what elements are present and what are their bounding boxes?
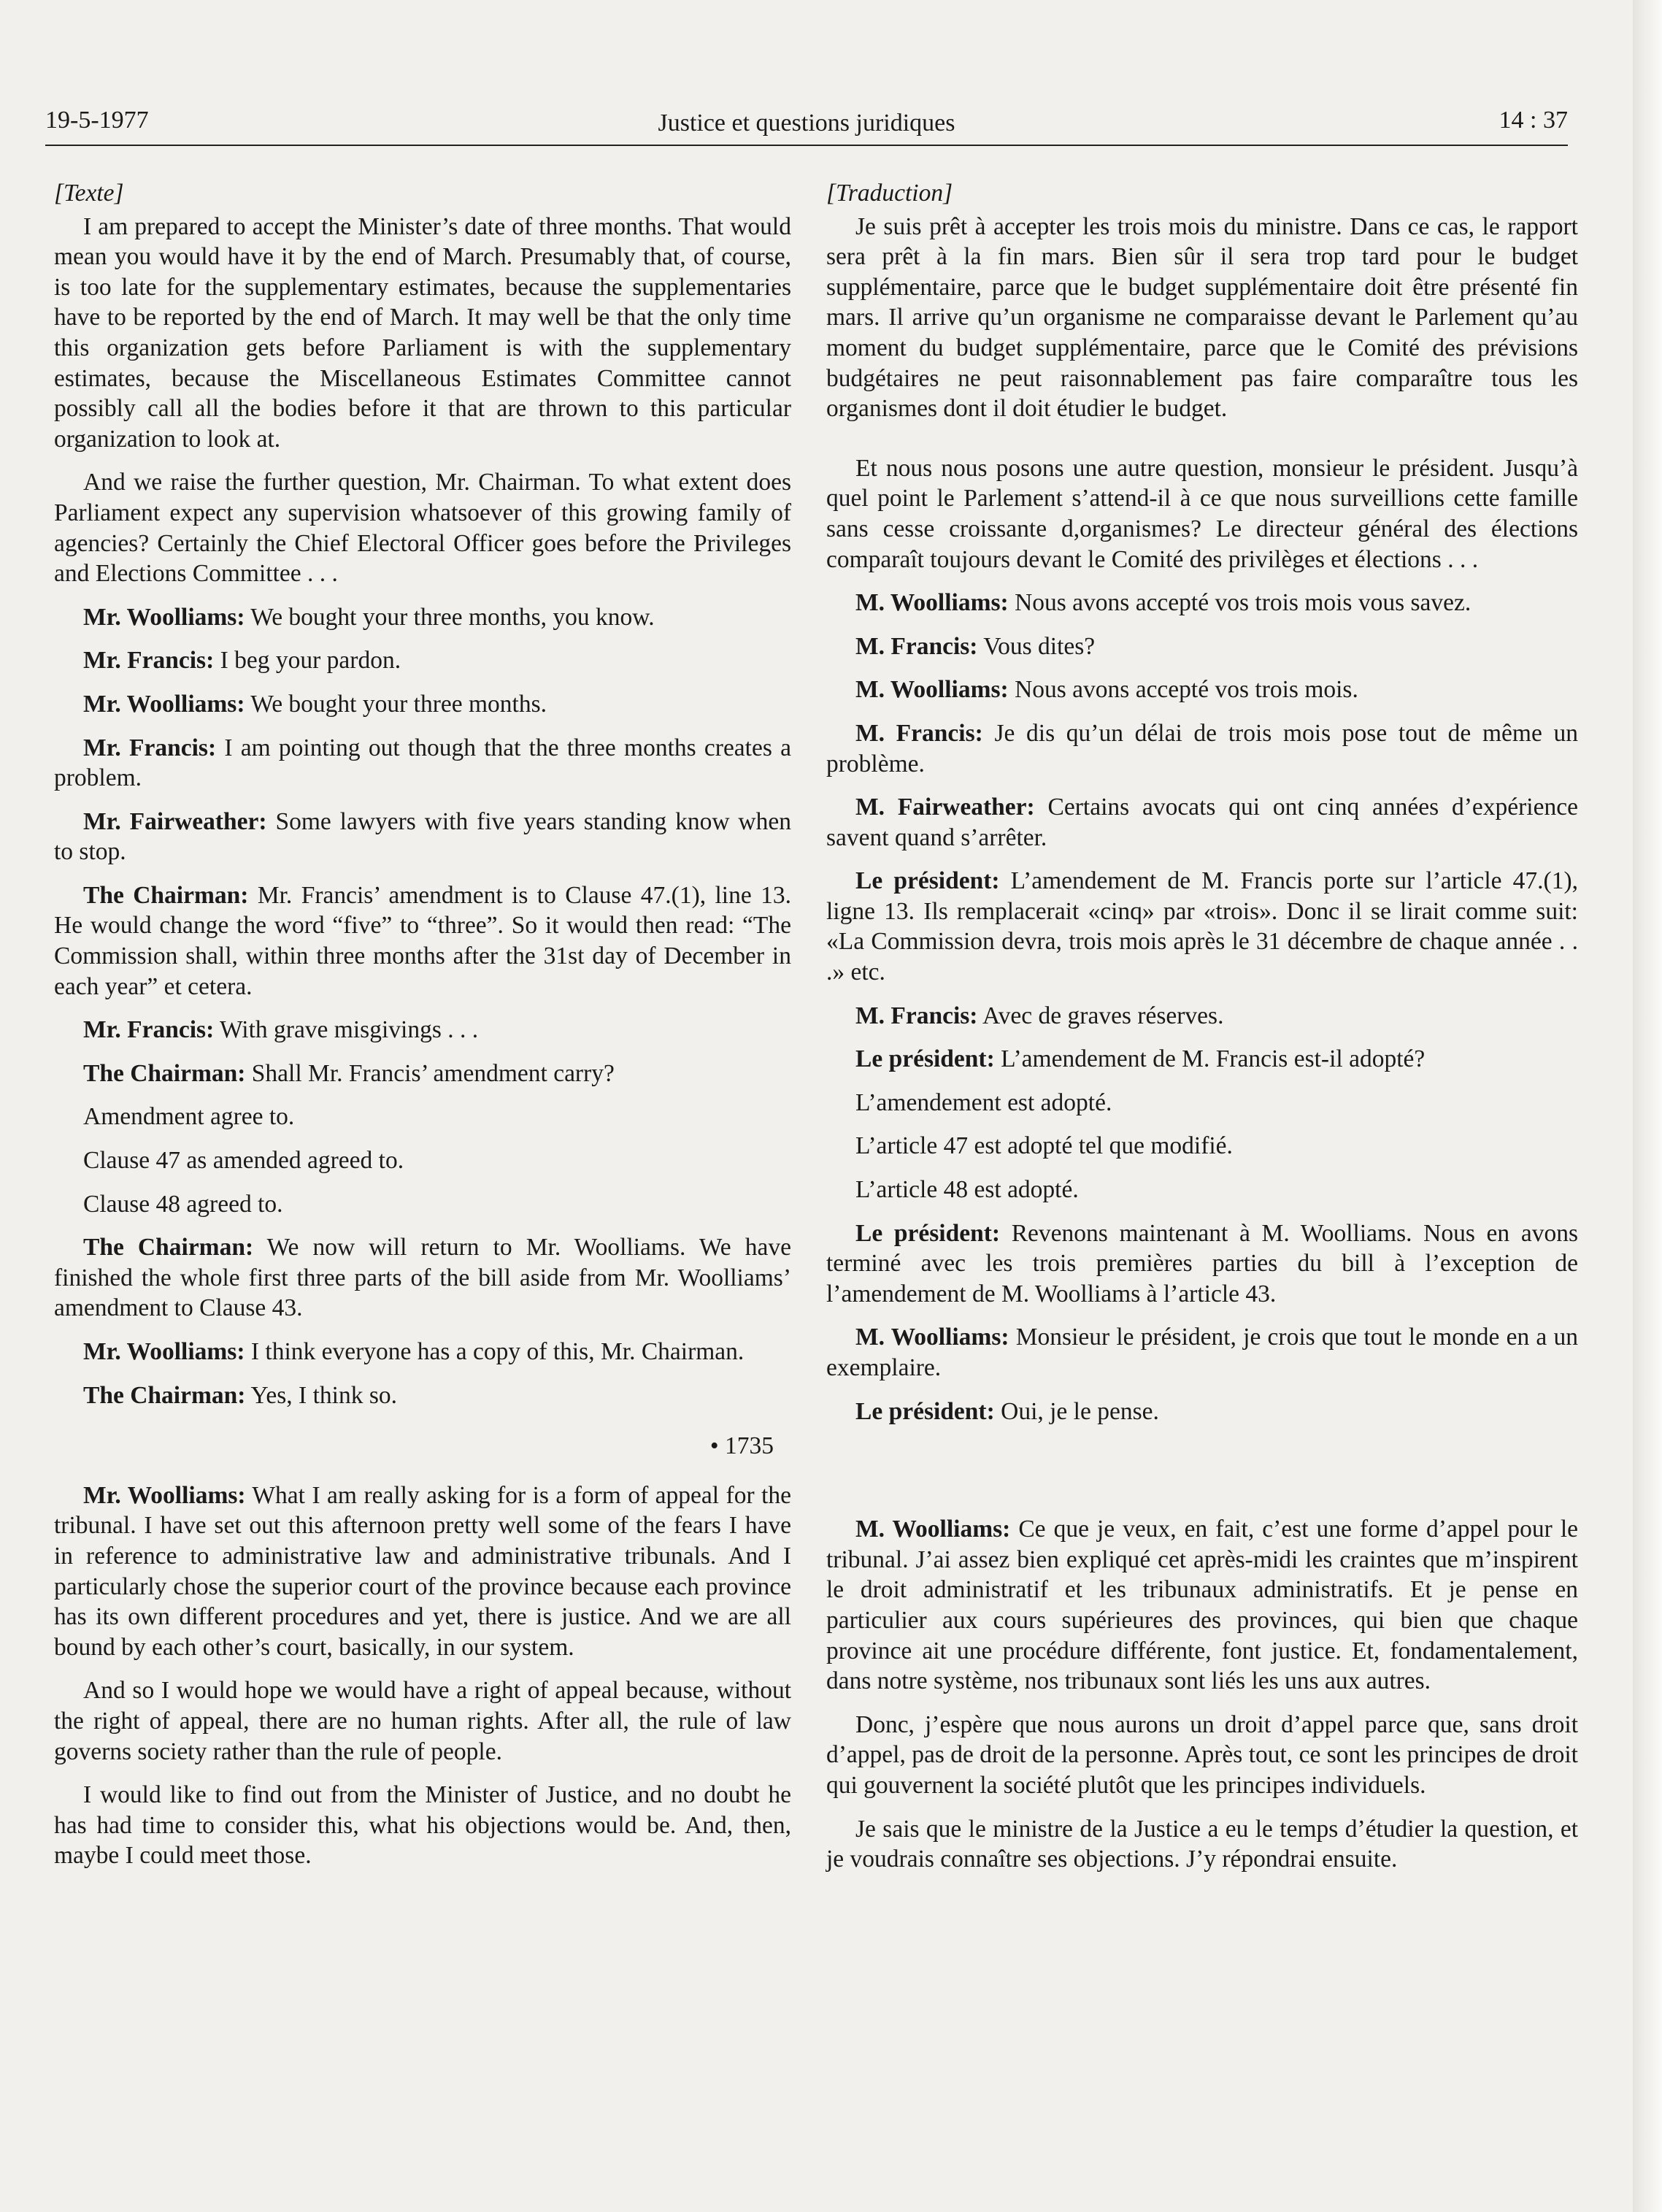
speech-text: I think everyone has a copy of this, Mr. Chairman. bbox=[245, 1338, 745, 1365]
speech bbox=[826, 1044, 1578, 1075]
speech-text: We bought your three months. bbox=[245, 690, 547, 718]
speech bbox=[826, 718, 1578, 779]
speech-text: Oui, je le pense. bbox=[994, 1397, 1159, 1425]
speaker-name: M. Woolliams: bbox=[855, 589, 1009, 617]
paragraph: Et nous nous posons une autre question, monsieur le président. Jusqu’à quel point le Parlement s’attend-il à ce que nous surveillions cette famille sans cesse croissante d,organismes? Le directeur général des élections comparaît toujours devant le Comité des privilèges et élections . . . bbox=[826, 454, 1578, 573]
speech bbox=[826, 866, 1578, 987]
motion-result: L’article 47 est adopté tel que modifié. bbox=[855, 1132, 1233, 1160]
speech-text: L’amendement de M. Francis porte sur l’article 47.(1), ligne 13. Ils remplacerait «cinq» par «trois». Donc il se lirait comme suit: «La Commission devra, trois mois après le 31 décembre de chaque année . . .» etc. bbox=[826, 867, 1578, 986]
paragraph: I am prepared to accept the Minister’s date of three months. That would mean you would have it by the end of March. Presumably that, of course, is too late for the supplementary estimates, because the supplementaries have to be reported by the end of March. It may well be that the only time this organization gets before Parliament is with the supplementary estimates, because the Miscellaneous Estimates Committee cannot possibly call all the bodies before it that are thrown to this particular organization to look at. bbox=[54, 212, 791, 453]
speaker-name: M. Woolliams: bbox=[855, 676, 1009, 704]
speech-text: What I am really asking for is a form of appeal for the tribunal. I have set out this afternoon pretty well some of the fears I have in reference to administrative law and administrative tribunals. And I particularly chose the superior court of the province because each province has its own different procedures and yet, there is justice. And we are all bound by each other’s court, basically, in our system. bbox=[54, 1481, 792, 1661]
speech-text: Shall Mr. Francis’ amendment carry? bbox=[245, 1059, 615, 1087]
speech bbox=[826, 1001, 1578, 1032]
speech bbox=[54, 689, 791, 720]
speech bbox=[826, 792, 1578, 853]
speech-text: I am pointing out though that the three months creates a problem. bbox=[54, 734, 792, 792]
speaker-name: M. Woolliams: bbox=[855, 1324, 1009, 1351]
speaker-name: Mr. Francis: bbox=[83, 647, 215, 675]
speech-text: Je dis qu’un délai de trois mois pose tout de même un problème. bbox=[826, 719, 1579, 777]
speech-text: Certains avocats qui ont cinq années d’expérience savent quand s’arrêter. bbox=[826, 794, 1578, 851]
speaker-name: The Chairman: bbox=[83, 1059, 246, 1087]
paragraph: Je suis prêt à accepter les trois mois du ministre. Dans ce cas, le rapport sera prêt à la fin mars. Bien sûr il sera trop tard pour le budget supplémentaire, parce que le budget supplémentaire doit être présenté fin mars. Il arrive qu’un organisme ne comparaisse devant le Parlement qu’au moment du budget supplémentaire, parce que le Comité des prévisions budgétaires ne peut raisonnablement pas faire comparaître tous les organismes dont il doit étudier le budget. bbox=[826, 212, 1578, 423]
speech bbox=[826, 1322, 1578, 1383]
section-label: [Texte] bbox=[54, 180, 124, 207]
speech-text: Some lawyers with five years standing know when to stop. bbox=[54, 807, 791, 866]
page-edge bbox=[1633, 0, 1662, 2212]
motion-result: Clause 48 agreed to. bbox=[83, 1190, 283, 1218]
speaker-name: Le président: bbox=[855, 1397, 995, 1425]
speech bbox=[54, 807, 791, 867]
speech bbox=[54, 733, 791, 794]
header-title: Justice et questions juridiques bbox=[658, 110, 955, 137]
english-column bbox=[54, 178, 791, 1884]
speech-text: We bought your three months, you know. bbox=[245, 603, 655, 631]
french-column bbox=[826, 178, 1578, 1888]
speech bbox=[54, 1380, 791, 1411]
paragraph: I would like to find out from the Minister of Justice, and no doubt he has had time to consider this, what his objections would be. And, then, maybe I could meet those. bbox=[54, 1781, 791, 1870]
speech-text: Vous dites? bbox=[977, 632, 1096, 660]
speech-text: Revenons maintenant à M. Woolliams. Nous en avons terminé avec les trois premières parties du bill à l’exception de l’amendement de M. Woolliams à l’article 43. bbox=[826, 1219, 1578, 1307]
speech bbox=[54, 880, 791, 1002]
speech bbox=[826, 675, 1578, 705]
speech bbox=[54, 602, 791, 633]
speech bbox=[826, 1218, 1578, 1310]
speech bbox=[826, 588, 1578, 618]
speech bbox=[54, 1337, 791, 1367]
speech bbox=[54, 1481, 791, 1663]
motion-result: L’amendement est adopté. bbox=[855, 1088, 1112, 1116]
speaker-name: Mr. Woolliams: bbox=[83, 1338, 245, 1365]
speaker-name: M. Francis: bbox=[855, 719, 983, 747]
paragraph: Donc, j’espère que nous aurons un droit d’appel parce que, sans droit d’appel, pas de droit de la personne. Après tout, ce sont les principes de droit qui gouvernent la société plutôt que les principes individuels. bbox=[826, 1710, 1578, 1799]
speech-text: L’amendement de M. Francis est-il adopté? bbox=[994, 1045, 1426, 1073]
speech-text: Mr. Francis’ amendment is to Clause 47.(1), line 13. He would change the word “five” to “three”. So it would then read: “The Commission shall, within three months after the 31st day of December in each year” et cetera. bbox=[54, 881, 791, 1000]
speech-text: Avec de graves réserves. bbox=[977, 1002, 1224, 1029]
speaker-name: The Chairman: bbox=[83, 1234, 254, 1261]
speech-text: Yes, I think so. bbox=[245, 1381, 397, 1409]
motion-result: Amendment agree to. bbox=[83, 1103, 295, 1131]
speech-text: Ce que je veux, en fait, c’est une forme d’appel pour le tribunal. J’ai assez bien expliqué cet après-midi les craintes que m’inspirent le droit administratif et les tribunaux administratifs. Et je pense en particulier aux cours supérieures des provinces, qui bien que chaque province ait une procédure différente, font justice. Et, fondamentalement, dans notre système, nos tribunaux sont liés les uns aux autres. bbox=[826, 1516, 1578, 1695]
header-page-number: 14 : 37 bbox=[1499, 107, 1568, 134]
speaker-name: M. Fairweather: bbox=[855, 794, 1035, 821]
speech bbox=[54, 1232, 791, 1324]
speech bbox=[826, 631, 1578, 662]
speech-text: With grave misgivings . . . bbox=[214, 1016, 479, 1044]
speaker-name: Le président: bbox=[855, 1219, 1001, 1247]
speech-text: I beg your pardon. bbox=[214, 647, 401, 675]
paragraph: Je sais que le ministre de la Justice a eu le temps d’étudier la question, et je voudrais connaître ses objections. J’y répondrai ensuite. bbox=[826, 1815, 1578, 1873]
speaker-name: M. Woolliams: bbox=[855, 1516, 1011, 1543]
time-marker: • 1735 bbox=[709, 1432, 774, 1460]
speaker-name: Mr. Woolliams: bbox=[83, 690, 245, 718]
speaker-name: Mr. Francis: bbox=[83, 734, 217, 761]
speaker-name: Mr. Francis: bbox=[83, 1016, 215, 1044]
speech-text: Monsieur le président, je crois que tout le monde en a un exemplaire. bbox=[826, 1324, 1578, 1381]
speaker-name: M. Francis: bbox=[855, 632, 978, 660]
speech-text: Nous avons accepté vos trois mois. bbox=[1008, 676, 1358, 704]
speech bbox=[54, 1015, 791, 1045]
speaker-name: Mr. Woolliams: bbox=[83, 1481, 246, 1509]
speaker-name: The Chairman: bbox=[83, 1381, 246, 1409]
speech bbox=[826, 1397, 1578, 1427]
speaker-name: Le président: bbox=[855, 1045, 995, 1073]
speaker-name: Mr. Woolliams: bbox=[83, 603, 245, 631]
header-date: 19-5-1977 bbox=[45, 107, 149, 134]
speaker-name: M. Francis: bbox=[855, 1002, 978, 1029]
speaker-name: Le président: bbox=[855, 867, 1000, 895]
speech bbox=[54, 1059, 791, 1089]
speech-text: Nous avons accepté vos trois mois vous savez. bbox=[1008, 589, 1471, 617]
paragraph: And so I would hope we would have a right of appeal because, without the right of appeal, there are no human rights. After all, the rule of law governs society rather than the rule of people. bbox=[54, 1677, 791, 1765]
speech bbox=[54, 645, 791, 676]
section-label: [Traduction] bbox=[826, 180, 953, 207]
speech-text: We now will return to Mr. Woolliams. We have finished the whole first three parts of the bill aside from Mr. Woolliams’ amendment to Clause 43. bbox=[54, 1234, 791, 1322]
speech bbox=[826, 1514, 1578, 1697]
motion-result: L’article 48 est adopté. bbox=[855, 1176, 1079, 1204]
speaker-name: The Chairman: bbox=[83, 881, 249, 909]
paragraph: And we raise the further question, Mr. Chairman. To what extent does Parliament expect any supervision whatsoever of this growing family of agencies? Certainly the Chief Electoral Officer goes before the Privileges and Elections Committee . . . bbox=[54, 469, 791, 588]
page-header bbox=[45, 104, 1568, 146]
motion-result: Clause 47 as amended agreed to. bbox=[83, 1147, 404, 1175]
speaker-name: Mr. Fairweather: bbox=[83, 807, 267, 835]
